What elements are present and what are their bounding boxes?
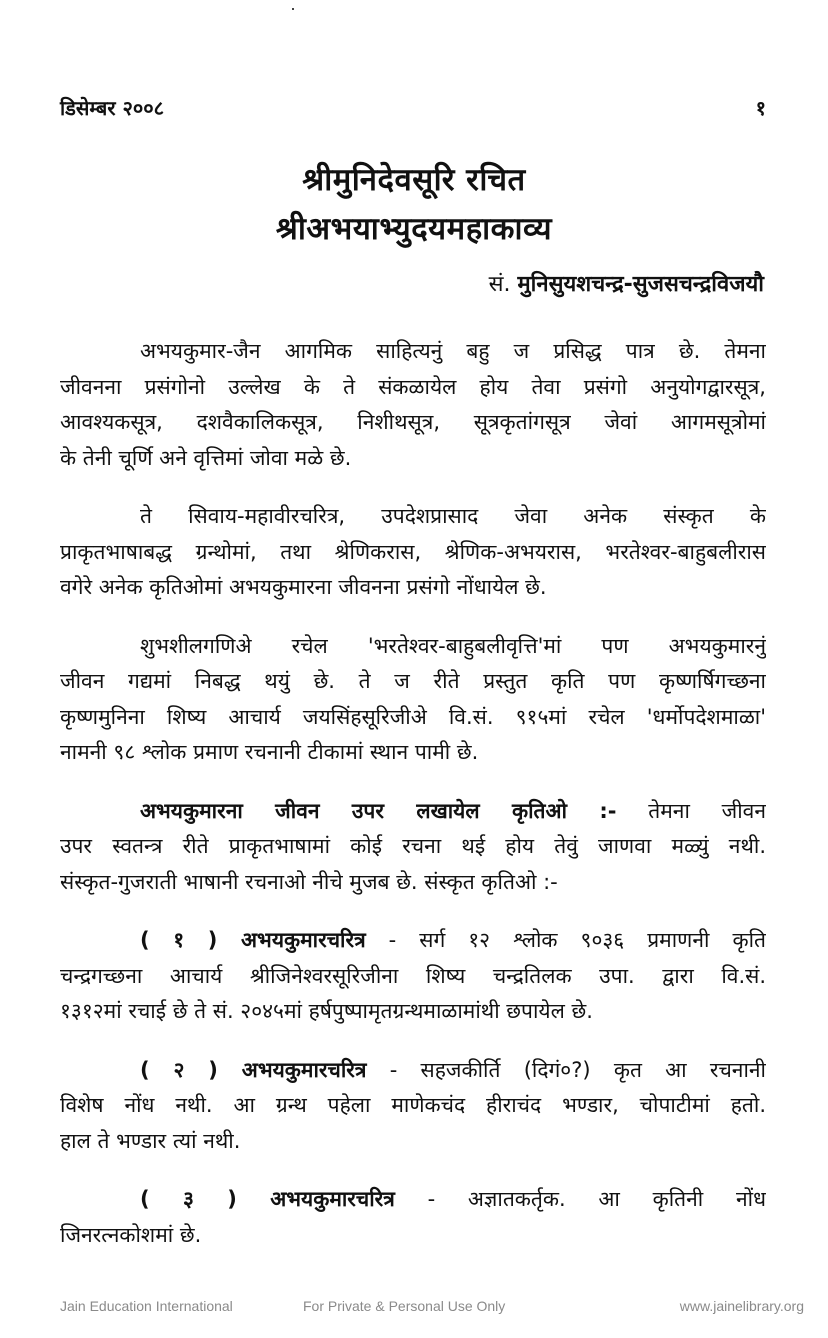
text-line — [60, 1218, 766, 1254]
text-line — [60, 570, 766, 606]
line-text: कृष्णमुनिना शिष्य आचार्य जयसिंहसूरिजीअे वि.सं. ९१५मां रचेल 'धर्मोपदेशमाळा' — [60, 704, 766, 729]
line-text: तेमना जीवन — [616, 798, 766, 823]
line-text: जीवन गद्यमां निबद्ध थयुं छे. ते ज रीते प्रस्तुत कृति पण कृष्णर्षिगच्छना — [60, 669, 766, 693]
line-text: हाल ते भण्डार त्यां नथी. — [60, 1128, 241, 1153]
text-line — [60, 994, 766, 1030]
line-text: प्राकृतभाषाबद्ध ग्रन्थोमां, तथा श्रेणिकरास, श्रेणिक-अभयरास, भरतेश्वर-बाहुबलीरास — [60, 539, 766, 564]
text-line — [60, 794, 766, 830]
line-text: - सहजकीर्ति (दिगं०?) कृत आ रचनानी — [366, 1057, 766, 1082]
line-text: आवश्यकसूत्र, दशवैकालिकसूत्र, निशीथसूत्र, सूत्रकृतांगसूत्र जेवां आगमसूत्रोमां — [60, 410, 766, 434]
paragraph — [60, 499, 766, 606]
paragraph — [60, 1182, 766, 1253]
text-line — [60, 1088, 766, 1124]
footer-website-link[interactable]: www.jainelibrary.org — [679, 1298, 804, 1314]
text-line — [60, 1182, 766, 1218]
line-text: - सर्ग १२ श्लोक ९०३६ प्रमाणनी कृति — [365, 928, 766, 952]
bold-heading: ( ३ ) अभयकुमारचरित्र — [140, 1187, 395, 1211]
paragraph — [60, 923, 766, 1030]
text-line — [60, 370, 766, 406]
text-line — [60, 829, 766, 865]
title-line-1: श्रीमुनिदेवसूरि रचित — [302, 162, 526, 198]
text-line — [60, 499, 766, 535]
article-body — [60, 334, 766, 1276]
issue-date: डिसेम्बर २००८ — [60, 96, 165, 120]
text-line — [60, 1124, 766, 1160]
text-line — [60, 1053, 766, 1089]
paragraph — [60, 629, 766, 771]
text-line — [60, 700, 766, 736]
line-text: शुभशीलगणिअे रचेल 'भरतेश्वर-बाहुबलीवृत्ति'मां पण अभयकुमारनुं — [140, 633, 766, 658]
line-text: - अज्ञातकर्तृक. आ कृतिनी नोंध — [394, 1187, 766, 1211]
footer-usage-note: For Private & Personal Use Only — [303, 1298, 506, 1314]
text-line — [60, 535, 766, 571]
line-text: संस्कृत-गुजराती भाषानी रचनाओ नीचे मुजब छे. संस्कृत कृतिओ :- — [60, 869, 558, 894]
title-line-2: श्रीअभयाभ्युदयमहाकाव्य — [275, 211, 553, 247]
line-text: जिनरत्नकोशमां छे. — [60, 1222, 202, 1247]
text-line — [60, 959, 766, 995]
scan-speck — [292, 8, 294, 10]
bold-heading: अभयकुमारना जीवन उपर लखायेल कृतिओ :- — [140, 798, 617, 823]
line-text: जीवनना प्रसंगोनो उल्लेख के ते संकळायेल होय तेवा प्रसंगो अनुयोगद्वारसूत्र, — [60, 374, 766, 399]
line-text: नामनी ९८ श्लोक प्रमाण रचनानी टीकामां स्थान पामी छे. — [60, 740, 479, 764]
line-text: चन्द्रगच्छना आचार्य श्रीजिनेश्वरसूरिजीना शिष्य चन्द्रतिलक उपा. द्वारा वि.सं. — [60, 963, 766, 988]
line-text: अभयकुमार-जैन आगमिक साहित्यनुं बहु ज प्रसिद्ध पात्र छे. तेमना — [140, 339, 766, 363]
editor-credit — [489, 268, 764, 298]
editor-prefix: सं. — [488, 272, 511, 297]
text-line — [60, 441, 766, 477]
line-text: विशेष नोंध नथी. आ ग्रन्थ पहेला माणेकचंद हीराचंद भण्डार, चोपाटीमां हतो. — [60, 1093, 766, 1117]
line-text: १३१२मां रचाई छे ते सं. २०४५मां हर्षपुष्पामृतग्रन्थमाळामांथी छपायेल छे. — [60, 999, 593, 1023]
line-text: उपर स्वतन्त्र रीते प्राकृतभाषामां कोई रचना थई होय तेवुं जाणवा मळ्युं नथी. — [60, 834, 766, 858]
text-line — [60, 923, 766, 959]
footer-publisher: Jain Education International — [60, 1298, 233, 1314]
line-text: ते सिवाय-महावीरचरित्र, उपदेशप्रासाद जेवा अनेक संस्कृत के — [140, 504, 766, 528]
paragraph — [60, 334, 766, 476]
text-line — [60, 629, 766, 665]
paragraph — [60, 1053, 766, 1160]
text-line — [60, 334, 766, 370]
text-line — [60, 664, 766, 700]
line-text: वगेरे अनेक कृतिओमां अभयकुमारना जीवनना प्रसंगो नोंधायेल छे. — [60, 575, 547, 599]
text-line — [60, 735, 766, 771]
text-line — [60, 405, 766, 441]
text-line — [60, 865, 766, 901]
bold-heading: ( १ ) अभयकुमारचरित्र — [140, 928, 366, 952]
page-number: १ — [755, 96, 766, 120]
paragraph — [60, 794, 766, 901]
editor-names: मुनिसुयशचन्द्र-सुजसचन्द्रविजयौ — [517, 272, 764, 297]
line-text: के तेनी चूर्णि अने वृत्तिमां जोवा मळे छे. — [60, 445, 352, 470]
bold-heading: ( २ ) अभयकुमारचरित्र — [140, 1057, 367, 1082]
